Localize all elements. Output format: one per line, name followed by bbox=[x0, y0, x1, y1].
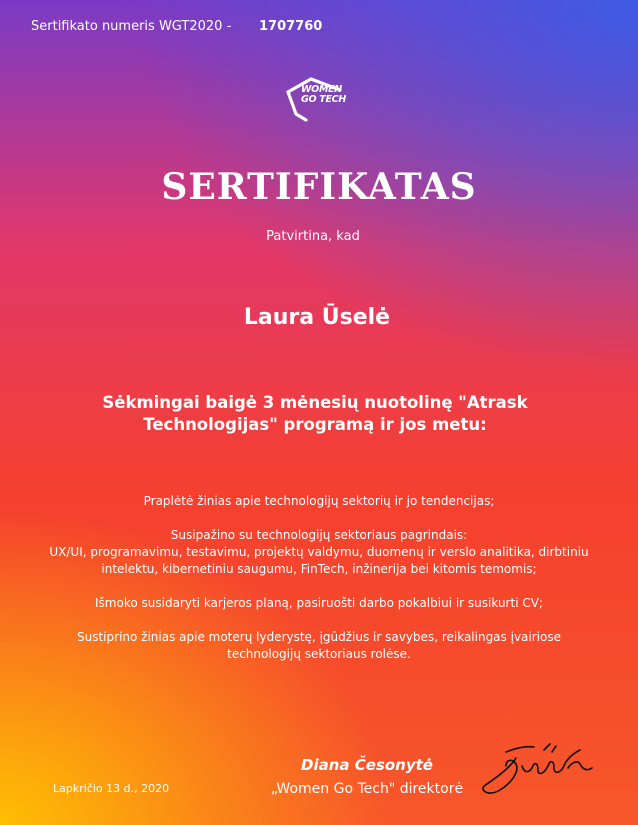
certificate-number-label: Sertifikato numeris WGT2020 - bbox=[31, 19, 232, 34]
handwritten-signature bbox=[476, 738, 596, 802]
achievement-item: Susipažino su technologijų sektoriaus pagrindais: bbox=[170, 528, 468, 542]
logo-line-2: GO TECH bbox=[301, 94, 346, 105]
achievements-list bbox=[40, 493, 598, 680]
program-headline: Sėkmingai baigė 3 mėnesių nuotolinę "Atrask Technologijas" programą ir jos metu: bbox=[102, 393, 528, 434]
signer-name: Diana Česonytė bbox=[301, 756, 433, 774]
certificate-title: SERTIFIKATAS bbox=[161, 166, 477, 208]
achievement-item: Praplėtė žinias apie technologijų sektorių ir jo tendencijas; bbox=[143, 494, 495, 508]
issue-date: Lapkričio 13 d., 2020 bbox=[53, 782, 170, 795]
signer-block bbox=[258, 755, 476, 798]
signer-role: „Women Go Tech" direktorė bbox=[270, 781, 464, 797]
recipient-name: Laura Ūselė bbox=[243, 305, 391, 330]
achievement-item: Sustiprino žinias apie moterų lyderystę, įgūdžius ir savybes, reikalingas įvairiose technologijų sektoriaus rolėse. bbox=[77, 630, 561, 661]
logo-line-1: WOMEN bbox=[301, 84, 342, 95]
women-go-tech-logo bbox=[282, 76, 356, 122]
achievement-item: UX/UI, programavimu, testavimu, projektų valdymu, duomenų ir verslo analitika, dirbtiniu intelektu, kibernetiniu saugumu, FinTech, inžinerija bei kitomis temomis; bbox=[49, 545, 589, 576]
achievement-item: Išmoko susidaryti karjeros planą, pasiruošti darbo pokalbiui ir susikurti CV; bbox=[95, 596, 543, 610]
certificate-number bbox=[31, 19, 323, 34]
logo-wordmark bbox=[301, 85, 346, 105]
certificate-number-value: 1707760 bbox=[259, 19, 323, 34]
certificate-subtitle: Patvirtina, kad bbox=[266, 229, 360, 244]
